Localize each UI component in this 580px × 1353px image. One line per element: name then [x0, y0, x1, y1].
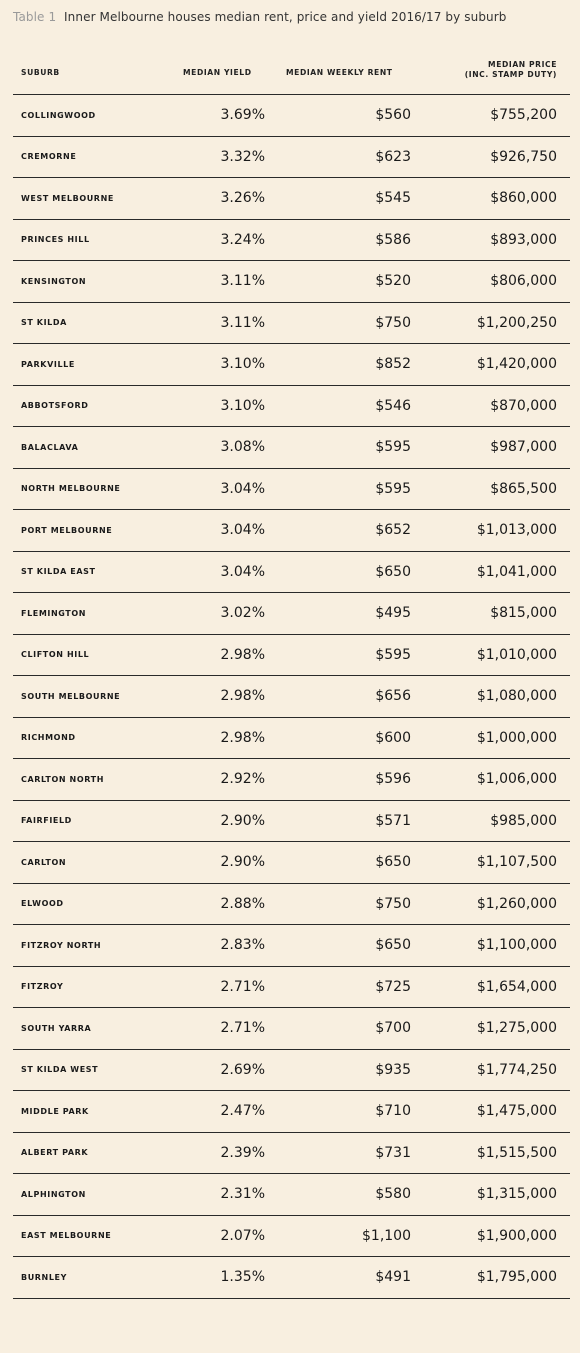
median-yield-cell: 3.10%	[220, 356, 265, 373]
median-price-cell: $1,315,000	[476, 1186, 557, 1203]
median-price-cell: $1,100,000	[476, 937, 557, 954]
suburb-cell: CARLTON	[21, 857, 67, 867]
table-row	[13, 967, 570, 1009]
median-price-cell: $1,006,000	[476, 771, 557, 788]
table-row	[13, 344, 570, 386]
median-yield-cell: 3.08%	[220, 439, 265, 456]
median-weekly-rent-cell: $520	[375, 273, 411, 290]
median-yield-cell: 3.69%	[220, 107, 265, 124]
table-row	[13, 676, 570, 718]
median-yield-cell: 2.90%	[220, 854, 265, 871]
median-weekly-rent-cell: $650	[375, 937, 411, 954]
suburb-cell: COLLINGWOOD	[21, 110, 96, 120]
suburb-cell: ALPHINGTON	[21, 1189, 86, 1199]
median-weekly-rent-cell: $545	[375, 190, 411, 207]
suburb-cell: WEST MELBOURNE	[21, 193, 114, 203]
table-number: Table 1	[13, 10, 57, 24]
median-weekly-rent-cell: $571	[375, 812, 411, 829]
median-weekly-rent-cell: $491	[375, 1269, 411, 1286]
median-yield-cell: 3.04%	[220, 522, 265, 539]
header-median-price-line2: (INC. STAMP DUTY)	[464, 70, 557, 79]
suburb-cell: ST KILDA WEST	[21, 1065, 99, 1075]
suburb-cell: FLEMINGTON	[21, 608, 87, 618]
table-row	[13, 593, 570, 635]
median-price-cell: $1,515,500	[476, 1144, 557, 1161]
median-weekly-rent-cell: $750	[375, 314, 411, 331]
median-price-cell: $1,260,000	[476, 895, 557, 912]
median-yield-cell: 2.31%	[220, 1186, 265, 1203]
suburb-cell: ST KILDA	[21, 318, 67, 328]
suburb-cell: PRINCES HILL	[21, 235, 90, 245]
median-price-cell: $985,000	[490, 812, 557, 829]
suburb-cell: CREMORNE	[21, 152, 77, 162]
median-yield-cell: 2.90%	[220, 812, 265, 829]
suburb-cell: MIDDLE PARK	[21, 1106, 89, 1116]
median-yield-cell: 3.11%	[220, 273, 265, 290]
median-yield-cell: 3.24%	[220, 231, 265, 248]
median-weekly-rent-cell: $595	[375, 646, 411, 663]
table-row	[13, 261, 570, 303]
suburb-cell: BALACLAVA	[21, 442, 79, 452]
table-row	[13, 552, 570, 594]
suburb-cell: CLIFTON HILL	[21, 650, 90, 660]
median-weekly-rent-cell: $700	[375, 1020, 411, 1037]
suburb-cell: ST KILDA EAST	[21, 567, 96, 577]
median-weekly-rent-cell: $623	[375, 148, 411, 165]
median-yield-cell: 2.98%	[220, 729, 265, 746]
median-weekly-rent-cell: $652	[375, 522, 411, 539]
table-row	[13, 427, 570, 469]
median-weekly-rent-cell: $586	[375, 231, 411, 248]
table-row	[13, 1174, 570, 1216]
suburb-cell: EAST MELBOURNE	[21, 1231, 112, 1241]
median-yield-cell: 3.11%	[220, 314, 265, 331]
median-yield-cell: 2.98%	[220, 688, 265, 705]
header-median-price	[465, 60, 557, 80]
table-row	[13, 1008, 570, 1050]
table-row	[13, 95, 570, 137]
suburb-cell: FAIRFIELD	[21, 816, 72, 826]
table-row	[13, 137, 570, 179]
header-suburb: SUBURB	[21, 68, 60, 77]
median-price-cell: $865,500	[490, 480, 557, 497]
suburb-cell: ELWOOD	[21, 899, 64, 909]
suburb-cell: KENSINGTON	[21, 276, 87, 286]
median-yield-cell: 3.32%	[220, 148, 265, 165]
table-row	[13, 635, 570, 677]
suburb-cell: ABBOTSFORD	[21, 401, 89, 411]
median-price-cell: $1,200,250	[476, 314, 557, 331]
median-price-cell: $870,000	[490, 397, 557, 414]
suburb-cell: PARKVILLE	[21, 359, 75, 369]
median-weekly-rent-cell: $650	[375, 563, 411, 580]
median-weekly-rent-cell: $600	[375, 729, 411, 746]
median-price-cell: $1,010,000	[476, 646, 557, 663]
median-yield-cell: 2.39%	[220, 1144, 265, 1161]
table-row	[13, 178, 570, 220]
median-weekly-rent-cell: $546	[375, 397, 411, 414]
median-price-cell: $1,275,000	[476, 1020, 557, 1037]
median-yield-cell: 2.98%	[220, 646, 265, 663]
table-title: Inner Melbourne houses median rent, price and yield 2016/17 by suburb	[64, 10, 507, 24]
median-price-cell: $1,000,000	[476, 729, 557, 746]
median-weekly-rent-cell: $935	[375, 1061, 411, 1078]
median-price-cell: $1,795,000	[476, 1269, 557, 1286]
median-price-cell: $1,041,000	[476, 563, 557, 580]
median-yield-cell: 3.26%	[220, 190, 265, 207]
table-row	[13, 1133, 570, 1175]
suburb-cell: FITZROY	[21, 982, 64, 992]
median-yield-cell: 2.92%	[220, 771, 265, 788]
table-body	[13, 94, 570, 1299]
median-weekly-rent-cell: $656	[375, 688, 411, 705]
median-price-cell: $1,107,500	[476, 854, 557, 871]
header-median-price-line1: MEDIAN PRICE	[488, 60, 557, 69]
median-yield-cell: 2.69%	[220, 1061, 265, 1078]
median-price-cell: $755,200	[490, 107, 557, 124]
table-row	[13, 386, 570, 428]
median-weekly-rent-cell: $495	[375, 605, 411, 622]
table-row	[13, 925, 570, 967]
median-yield-cell: 2.88%	[220, 895, 265, 912]
suburb-cell: PORT MELBOURNE	[21, 525, 113, 535]
median-weekly-rent-cell: $852	[375, 356, 411, 373]
median-weekly-rent-cell: $650	[375, 854, 411, 871]
median-yield-cell: 1.35%	[220, 1269, 265, 1286]
median-weekly-rent-cell: $596	[375, 771, 411, 788]
table-row	[13, 759, 570, 801]
table-row	[13, 801, 570, 843]
median-weekly-rent-cell: $580	[375, 1186, 411, 1203]
median-weekly-rent-cell: $595	[375, 439, 411, 456]
median-price-cell: $1,900,000	[476, 1227, 557, 1244]
median-weekly-rent-cell: $750	[375, 895, 411, 912]
median-price-cell: $1,013,000	[476, 522, 557, 539]
table-row	[13, 510, 570, 552]
table-row	[13, 1050, 570, 1092]
table-row	[13, 884, 570, 926]
suburb-cell: NORTH MELBOURNE	[21, 484, 121, 494]
median-price-cell: $1,475,000	[476, 1103, 557, 1120]
median-price-cell: $893,000	[490, 231, 557, 248]
header-median-yield: MEDIAN YIELD	[183, 68, 252, 77]
median-price-cell: $1,080,000	[476, 688, 557, 705]
suburb-cell: SOUTH MELBOURNE	[21, 691, 121, 701]
median-price-cell: $1,420,000	[476, 356, 557, 373]
median-weekly-rent-cell: $731	[375, 1144, 411, 1161]
median-price-cell: $987,000	[490, 439, 557, 456]
table-row	[13, 718, 570, 760]
suburb-cell: CARLTON NORTH	[21, 774, 104, 784]
median-yield-cell: 2.71%	[220, 1020, 265, 1037]
median-yield-cell: 3.04%	[220, 480, 265, 497]
suburb-cell: FITZROY NORTH	[21, 940, 102, 950]
table-row	[13, 303, 570, 345]
median-yield-cell: 2.71%	[220, 978, 265, 995]
suburb-cell: ALBERT PARK	[21, 1148, 89, 1158]
table-row	[13, 1257, 570, 1299]
median-yield-cell: 3.04%	[220, 563, 265, 580]
median-price-cell: $860,000	[490, 190, 557, 207]
suburb-cell: BURNLEY	[21, 1272, 68, 1282]
header-median-weekly-rent: MEDIAN WEEKLY RENT	[286, 68, 393, 77]
table-header	[13, 52, 570, 94]
median-yield-cell: 2.83%	[220, 937, 265, 954]
table-row	[13, 220, 570, 262]
median-yield-cell: 2.07%	[220, 1227, 265, 1244]
median-weekly-rent-cell: $710	[375, 1103, 411, 1120]
suburb-cell: SOUTH YARRA	[21, 1023, 92, 1033]
median-price-cell: $1,774,250	[476, 1061, 557, 1078]
median-weekly-rent-cell: $1,100	[362, 1227, 411, 1244]
table-row	[13, 469, 570, 511]
median-price-cell: $815,000	[490, 605, 557, 622]
median-price-cell: $1,654,000	[476, 978, 557, 995]
median-yield-cell: 2.47%	[220, 1103, 265, 1120]
median-weekly-rent-cell: $595	[375, 480, 411, 497]
table-row	[13, 1091, 570, 1133]
median-yield-cell: 3.10%	[220, 397, 265, 414]
median-yield-cell: 3.02%	[220, 605, 265, 622]
table-row	[13, 1216, 570, 1258]
table-row	[13, 842, 570, 884]
median-price-cell: $806,000	[490, 273, 557, 290]
table-caption	[13, 10, 507, 24]
median-price-cell: $926,750	[490, 148, 557, 165]
median-weekly-rent-cell: $560	[375, 107, 411, 124]
suburb-cell: RICHMOND	[21, 733, 76, 743]
median-weekly-rent-cell: $725	[375, 978, 411, 995]
